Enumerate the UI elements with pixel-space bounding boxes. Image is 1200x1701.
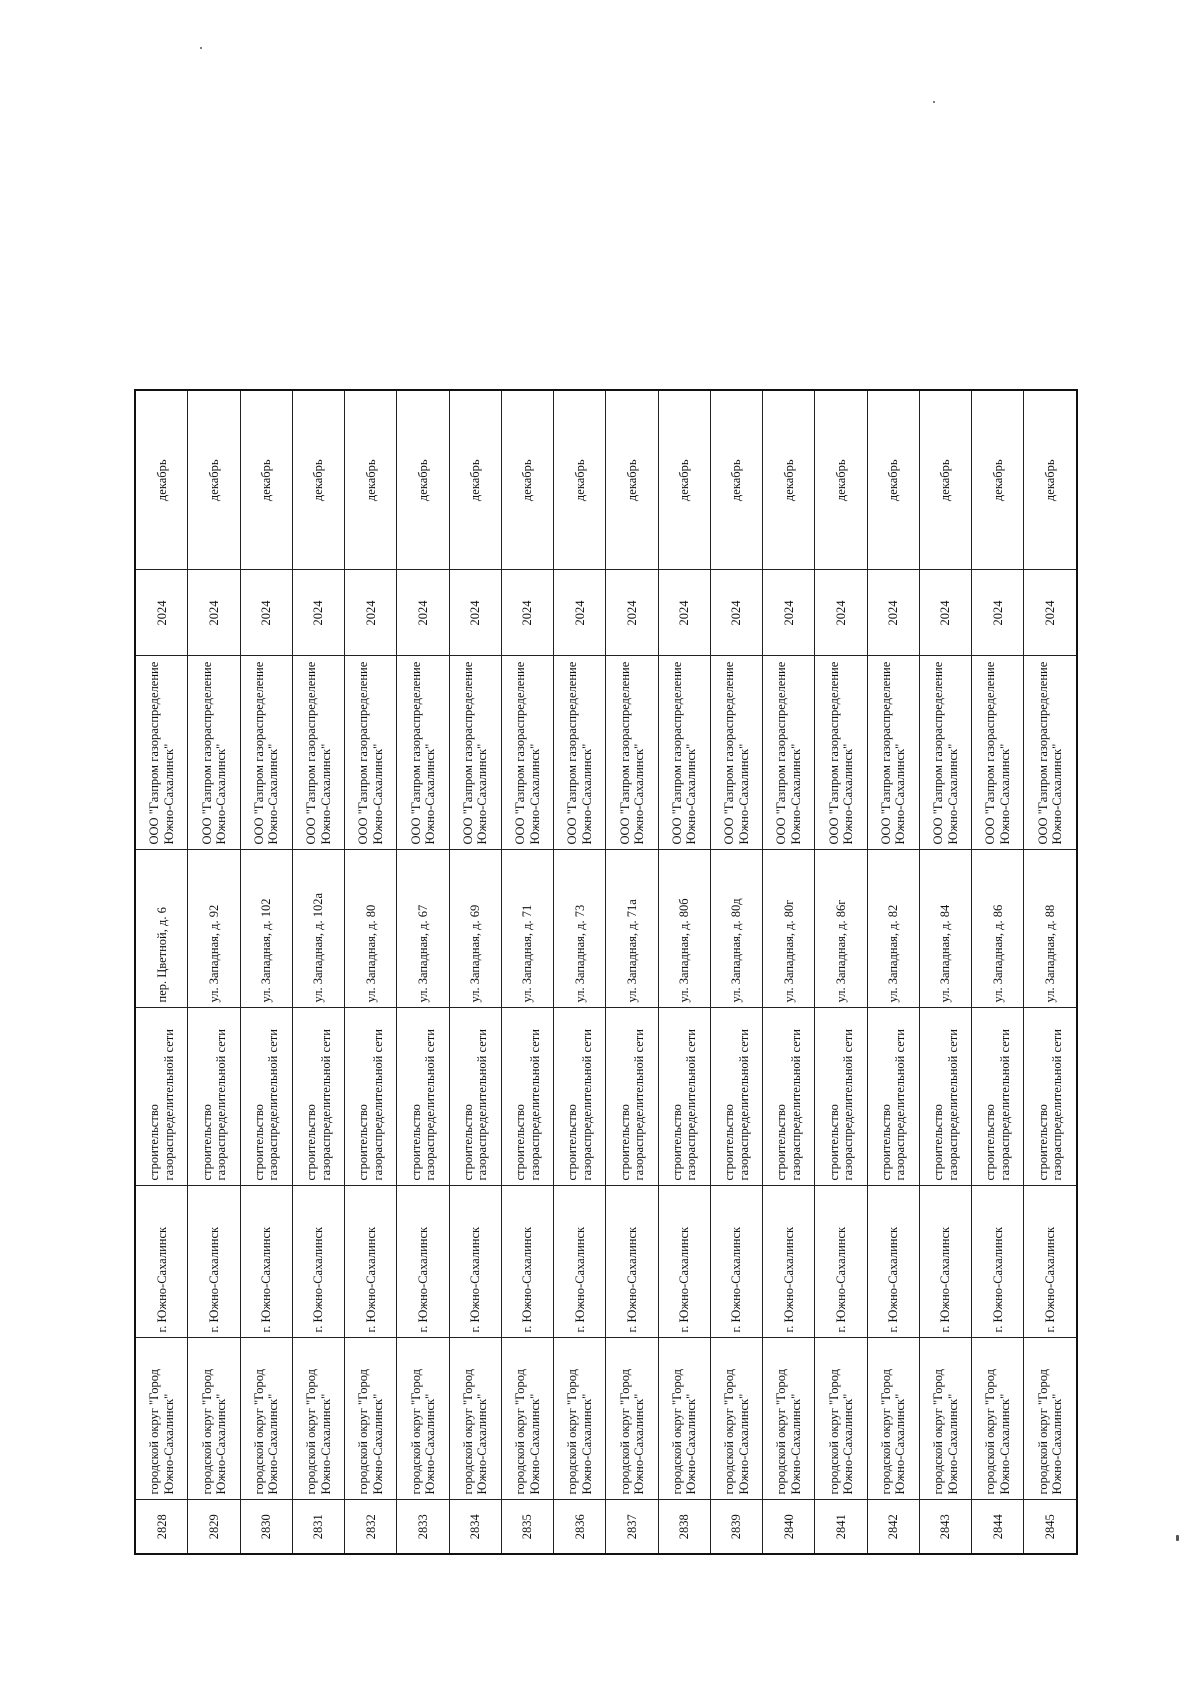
- locality-cell: г. Южно-Сахалинск: [1024, 1186, 1077, 1338]
- table-row: [397, 390, 449, 1554]
- month-cell: декабрь: [240, 390, 292, 570]
- work-type-cell: строительство газораспределительной сети: [345, 1008, 397, 1186]
- address-cell: ул. Западная, д. 102а: [292, 850, 344, 1008]
- municipality-cell: городской округ "Город Южно-Сахалинск": [710, 1338, 762, 1500]
- month-cell: декабрь: [501, 390, 553, 570]
- row-number: 2839: [710, 1500, 762, 1554]
- work-type-cell: строительство газораспределительной сети: [292, 1008, 344, 1186]
- address-cell: ул. Западная, д. 102: [240, 850, 292, 1008]
- year-cell: 2024: [397, 570, 449, 656]
- rotated-table-container: [134, 391, 1078, 1555]
- year-cell: 2024: [188, 570, 240, 656]
- month-cell: декабрь: [135, 390, 188, 570]
- row-number: 2843: [919, 1500, 971, 1554]
- locality-cell: г. Южно-Сахалинск: [658, 1186, 710, 1338]
- work-type-cell: строительство газораспределительной сети: [658, 1008, 710, 1186]
- work-type-cell: строительство газораспределительной сети: [972, 1008, 1024, 1186]
- work-type-cell: строительство газораспределительной сети: [501, 1008, 553, 1186]
- year-cell: 2024: [554, 570, 606, 656]
- row-number: 2834: [449, 1500, 501, 1554]
- row-number: 2844: [972, 1500, 1024, 1554]
- municipality-cell: городской округ "Город Южно-Сахалинск": [867, 1338, 919, 1500]
- locality-cell: г. Южно-Сахалинск: [240, 1186, 292, 1338]
- row-number: 2835: [501, 1500, 553, 1554]
- locality-cell: г. Южно-Сахалинск: [345, 1186, 397, 1338]
- address-cell: ул. Западная, д. 86: [972, 850, 1024, 1008]
- municipality-cell: городской округ "Город Южно-Сахалинск": [449, 1338, 501, 1500]
- scan-speck: [933, 101, 935, 103]
- address-cell: ул. Западная, д. 71: [501, 850, 553, 1008]
- address-cell: ул. Западная, д. 82: [867, 850, 919, 1008]
- table-row: [763, 390, 815, 1554]
- municipality-cell: городской округ "Город Южно-Сахалинск": [658, 1338, 710, 1500]
- address-cell: ул. Западная, д. 71а: [606, 850, 658, 1008]
- work-type-cell: строительство газораспределительной сети: [867, 1008, 919, 1186]
- year-cell: 2024: [658, 570, 710, 656]
- month-cell: декабрь: [397, 390, 449, 570]
- table-row: [345, 390, 397, 1554]
- table-row: [292, 390, 344, 1554]
- table-row: [815, 390, 867, 1554]
- organization-cell: ООО "Газпром газораспределение Южно-Сахалинск": [345, 656, 397, 850]
- address-cell: ул. Западная, д. 80: [345, 850, 397, 1008]
- organization-cell: ООО "Газпром газораспределение Южно-Сахалинск": [658, 656, 710, 850]
- row-number: 2832: [345, 1500, 397, 1554]
- address-cell: ул. Западная, д. 84: [919, 850, 971, 1008]
- table-row: [554, 390, 606, 1554]
- address-cell: ул. Западная, д. 80д: [710, 850, 762, 1008]
- work-type-cell: строительство газораспределительной сети: [606, 1008, 658, 1186]
- month-cell: декабрь: [763, 390, 815, 570]
- municipality-cell: городской округ "Город Южно-Сахалинск": [972, 1338, 1024, 1500]
- organization-cell: ООО "Газпром газораспределение Южно-Сахалинск": [710, 656, 762, 850]
- address-cell: ул. Западная, д. 73: [554, 850, 606, 1008]
- month-cell: декабрь: [919, 390, 971, 570]
- scan-speck: [1176, 1535, 1179, 1541]
- address-cell: ул. Западная, д. 88: [1024, 850, 1077, 1008]
- organization-cell: ООО "Газпром газораспределение Южно-Сахалинск": [815, 656, 867, 850]
- work-type-cell: строительство газораспределительной сети: [397, 1008, 449, 1186]
- year-cell: 2024: [763, 570, 815, 656]
- organization-cell: ООО "Газпром газораспределение Южно-Сахалинск": [554, 656, 606, 850]
- organization-cell: ООО "Газпром газораспределение Южно-Сахалинск": [867, 656, 919, 850]
- municipality-cell: городской округ "Город Южно-Сахалинск": [188, 1338, 240, 1500]
- row-number: 2840: [763, 1500, 815, 1554]
- organization-cell: ООО "Газпром газораспределение Южно-Сахалинск": [188, 656, 240, 850]
- organization-cell: ООО "Газпром газораспределение Южно-Сахалинск": [919, 656, 971, 850]
- organization-cell: ООО "Газпром газораспределение Южно-Сахалинск": [1024, 656, 1077, 850]
- address-cell: ул. Западная, д. 67: [397, 850, 449, 1008]
- locality-cell: г. Южно-Сахалинск: [449, 1186, 501, 1338]
- table-row: [135, 390, 188, 1554]
- row-number: 2833: [397, 1500, 449, 1554]
- row-number: 2836: [554, 1500, 606, 1554]
- work-type-cell: строительство газораспределительной сети: [135, 1008, 188, 1186]
- work-type-cell: строительство газораспределительной сети: [240, 1008, 292, 1186]
- table-body: [135, 390, 1077, 1554]
- month-cell: декабрь: [815, 390, 867, 570]
- table-row: [606, 390, 658, 1554]
- table-row: [449, 390, 501, 1554]
- month-cell: декабрь: [345, 390, 397, 570]
- organization-cell: ООО "Газпром газораспределение Южно-Сахалинск": [972, 656, 1024, 850]
- month-cell: декабрь: [554, 390, 606, 570]
- address-cell: ул. Западная, д. 92: [188, 850, 240, 1008]
- year-cell: 2024: [919, 570, 971, 656]
- month-cell: декабрь: [972, 390, 1024, 570]
- row-number: 2830: [240, 1500, 292, 1554]
- row-number: 2831: [292, 1500, 344, 1554]
- year-cell: 2024: [606, 570, 658, 656]
- row-number: 2828: [135, 1500, 188, 1554]
- organization-cell: ООО "Газпром газораспределение Южно-Сахалинск": [501, 656, 553, 850]
- work-type-cell: строительство газораспределительной сети: [1024, 1008, 1077, 1186]
- organization-cell: ООО "Газпром газораспределение Южно-Сахалинск": [292, 656, 344, 850]
- locality-cell: г. Южно-Сахалинск: [867, 1186, 919, 1338]
- year-cell: 2024: [345, 570, 397, 656]
- municipality-cell: городской округ "Город Южно-Сахалинск": [606, 1338, 658, 1500]
- scan-speck: [200, 47, 202, 49]
- year-cell: 2024: [972, 570, 1024, 656]
- gas-network-schedule-table: [134, 389, 1078, 1555]
- municipality-cell: городской округ "Город Южно-Сахалинск": [815, 1338, 867, 1500]
- address-cell: ул. Западная, д. 69: [449, 850, 501, 1008]
- municipality-cell: городской округ "Город Южно-Сахалинск": [345, 1338, 397, 1500]
- month-cell: декабрь: [867, 390, 919, 570]
- organization-cell: ООО "Газпром газораспределение Южно-Сахалинск": [135, 656, 188, 850]
- address-cell: ул. Западная, д. 80г: [763, 850, 815, 1008]
- year-cell: 2024: [501, 570, 553, 656]
- table-row: [867, 390, 919, 1554]
- table-row: [188, 390, 240, 1554]
- table-row: [919, 390, 971, 1554]
- locality-cell: г. Южно-Сахалинск: [972, 1186, 1024, 1338]
- address-cell: ул. Западная, д. 86г: [815, 850, 867, 1008]
- table-row: [501, 390, 553, 1554]
- work-type-cell: строительство газораспределительной сети: [554, 1008, 606, 1186]
- row-number: 2837: [606, 1500, 658, 1554]
- organization-cell: ООО "Газпром газораспределение Южно-Сахалинск": [763, 656, 815, 850]
- table-row: [710, 390, 762, 1554]
- year-cell: 2024: [449, 570, 501, 656]
- organization-cell: ООО "Газпром газораспределение Южно-Сахалинск": [240, 656, 292, 850]
- locality-cell: г. Южно-Сахалинск: [815, 1186, 867, 1338]
- month-cell: декабрь: [449, 390, 501, 570]
- year-cell: 2024: [135, 570, 188, 656]
- municipality-cell: городской округ "Город Южно-Сахалинск": [135, 1338, 188, 1500]
- organization-cell: ООО "Газпром газораспределение Южно-Сахалинск": [449, 656, 501, 850]
- table-row: [972, 390, 1024, 1554]
- municipality-cell: городской округ "Город Южно-Сахалинск": [397, 1338, 449, 1500]
- work-type-cell: строительство газораспределительной сети: [815, 1008, 867, 1186]
- locality-cell: г. Южно-Сахалинск: [292, 1186, 344, 1338]
- locality-cell: г. Южно-Сахалинск: [501, 1186, 553, 1338]
- month-cell: декабрь: [1024, 390, 1077, 570]
- year-cell: 2024: [710, 570, 762, 656]
- year-cell: 2024: [240, 570, 292, 656]
- organization-cell: ООО "Газпром газораспределение Южно-Сахалинск": [397, 656, 449, 850]
- year-cell: 2024: [867, 570, 919, 656]
- table-box: [134, 391, 1078, 1555]
- locality-cell: г. Южно-Сахалинск: [710, 1186, 762, 1338]
- row-number: 2842: [867, 1500, 919, 1554]
- month-cell: декабрь: [292, 390, 344, 570]
- month-cell: декабрь: [606, 390, 658, 570]
- locality-cell: г. Южно-Сахалинск: [919, 1186, 971, 1338]
- locality-cell: г. Южно-Сахалинск: [397, 1186, 449, 1338]
- locality-cell: г. Южно-Сахалинск: [188, 1186, 240, 1338]
- municipality-cell: городской округ "Город Южно-Сахалинск": [554, 1338, 606, 1500]
- organization-cell: ООО "Газпром газораспределение Южно-Сахалинск": [606, 656, 658, 850]
- month-cell: декабрь: [188, 390, 240, 570]
- month-cell: декабрь: [658, 390, 710, 570]
- year-cell: 2024: [815, 570, 867, 656]
- table-row: [240, 390, 292, 1554]
- month-cell: декабрь: [710, 390, 762, 570]
- municipality-cell: городской округ "Город Южно-Сахалинск": [501, 1338, 553, 1500]
- year-cell: 2024: [292, 570, 344, 656]
- work-type-cell: строительство газораспределительной сети: [763, 1008, 815, 1186]
- year-cell: 2024: [1024, 570, 1077, 656]
- row-number: 2845: [1024, 1500, 1077, 1554]
- locality-cell: г. Южно-Сахалинск: [135, 1186, 188, 1338]
- municipality-cell: городской округ "Город Южно-Сахалинск": [919, 1338, 971, 1500]
- locality-cell: г. Южно-Сахалинск: [763, 1186, 815, 1338]
- locality-cell: г. Южно-Сахалинск: [554, 1186, 606, 1338]
- work-type-cell: строительство газораспределительной сети: [710, 1008, 762, 1186]
- work-type-cell: строительство газораспределительной сети: [188, 1008, 240, 1186]
- address-cell: ул. Западная, д. 80б: [658, 850, 710, 1008]
- locality-cell: г. Южно-Сахалинск: [606, 1186, 658, 1338]
- row-number: 2838: [658, 1500, 710, 1554]
- municipality-cell: городской округ "Город Южно-Сахалинск": [763, 1338, 815, 1500]
- work-type-cell: строительство газораспределительной сети: [919, 1008, 971, 1186]
- table-row: [658, 390, 710, 1554]
- table-row: [1024, 390, 1077, 1554]
- municipality-cell: городской округ "Город Южно-Сахалинск": [292, 1338, 344, 1500]
- row-number: 2829: [188, 1500, 240, 1554]
- municipality-cell: городской округ "Город Южно-Сахалинск": [240, 1338, 292, 1500]
- row-number: 2841: [815, 1500, 867, 1554]
- work-type-cell: строительство газораспределительной сети: [449, 1008, 501, 1186]
- address-cell: пер. Цветной, д. 6: [135, 850, 188, 1008]
- municipality-cell: городской округ "Город Южно-Сахалинск": [1024, 1338, 1077, 1500]
